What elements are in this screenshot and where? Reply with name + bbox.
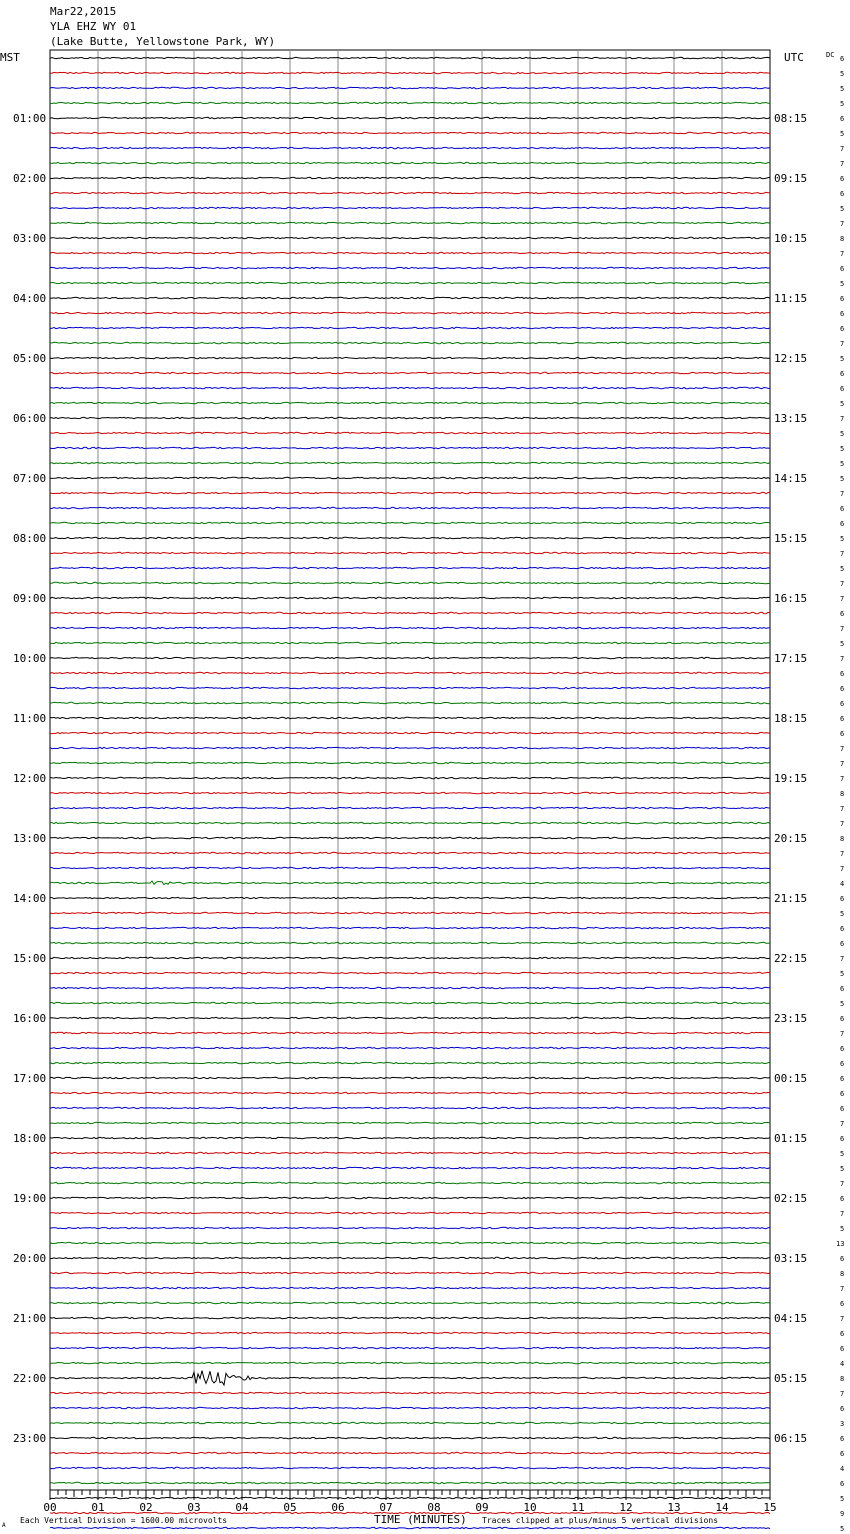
dc-offset-value: 7 <box>840 865 845 873</box>
trace-line <box>50 1422 770 1423</box>
trace-line <box>50 1092 770 1093</box>
dc-offset-value: 7 <box>840 250 845 258</box>
dc-offset-value: 7 <box>840 1210 845 1218</box>
trace-line <box>50 687 770 688</box>
left-hour-label: 18:00 <box>13 1132 47 1145</box>
left-hour-label: 22:00 <box>13 1372 47 1385</box>
trace-line <box>50 402 770 403</box>
dc-offset-value: 6 <box>840 715 845 723</box>
dc-offset-value: 7 <box>840 1030 845 1038</box>
dc-offset-value: 5 <box>840 640 845 648</box>
right-hour-label: 06:15 <box>774 1432 808 1445</box>
x-tick-label: 15 <box>763 1501 777 1514</box>
trace-line <box>50 852 770 853</box>
trace-line <box>50 1242 770 1243</box>
dc-offset-value: 6 <box>840 175 845 183</box>
header-location: (Lake Butte, Yellowstone Park, WY) <box>50 35 276 48</box>
x-tick-label: 03 <box>187 1501 201 1514</box>
dc-offset-value: 5 <box>840 355 845 363</box>
dc-offset-value: 5 <box>840 910 845 918</box>
trace-line <box>50 1047 770 1048</box>
dc-offset-value: 6 <box>840 985 845 993</box>
x-tick-label: 02 <box>139 1501 153 1514</box>
dc-offset-value: 6 <box>840 1045 845 1053</box>
dc-offset-value: 9 <box>840 1510 845 1518</box>
right-hour-label: 15:15 <box>774 532 808 545</box>
trace-line <box>50 642 770 643</box>
trace-line <box>50 867 770 868</box>
left-hour-label: 23:00 <box>13 1432 47 1445</box>
trace-line <box>50 72 770 73</box>
trace-line <box>50 117 770 118</box>
trace-line <box>50 1077 770 1078</box>
right-hour-label: 08:15 <box>774 112 808 125</box>
left-hour-label: 12:00 <box>13 772 47 785</box>
trace-line <box>50 1032 770 1033</box>
x-tick-label: 14 <box>715 1501 729 1514</box>
right-hour-label: 19:15 <box>774 772 808 785</box>
trace-line <box>50 777 770 778</box>
left-hour-label: 17:00 <box>13 1072 47 1085</box>
dc-offset-value: 7 <box>840 145 845 153</box>
x-tick-label: 08 <box>427 1501 441 1514</box>
trace-line <box>50 1167 770 1168</box>
dc-offset-value: 7 <box>840 415 845 423</box>
dc-offset-value: 5 <box>840 970 845 978</box>
right-hour-label: 18:15 <box>774 712 808 725</box>
trace-line <box>50 1002 770 1003</box>
left-hour-label: 15:00 <box>13 952 47 965</box>
trace-line <box>50 1437 770 1438</box>
right-hour-label: 23:15 <box>774 1012 808 1025</box>
dc-offset-value: 3 <box>840 1420 845 1428</box>
trace-line <box>50 552 770 553</box>
scale-note: Each Vertical Division = 1600.00 microvolts <box>20 1516 228 1525</box>
dc-offset-value: 6 <box>840 190 845 198</box>
dc-offset-value: 13 <box>836 1240 845 1248</box>
trace-line <box>50 342 770 343</box>
dc-offset-value: 6 <box>840 265 845 273</box>
dc-offset-value: 6 <box>840 1450 845 1458</box>
x-tick-label: 09 <box>475 1501 489 1514</box>
trace-line <box>50 942 770 943</box>
trace-line <box>50 177 770 178</box>
left-hour-label: 08:00 <box>13 532 47 545</box>
trace-line <box>50 267 770 268</box>
dc-offset-value: 6 <box>840 1135 845 1143</box>
dc-offset-value: 7 <box>840 655 845 663</box>
right-hour-label: 09:15 <box>774 172 808 185</box>
trace-line <box>50 1527 770 1528</box>
header-date: Mar22,2015 <box>50 5 117 18</box>
dc-offset-value: 6 <box>840 1015 845 1023</box>
trace-line <box>50 957 770 958</box>
trace-line <box>50 162 770 163</box>
trace-line <box>50 507 770 508</box>
trace-line <box>50 1122 770 1123</box>
dc-offset-value: 7 <box>840 850 845 858</box>
trace-line <box>50 1137 770 1138</box>
trace-line <box>50 1302 770 1303</box>
trace-line <box>50 1227 770 1228</box>
dc-offset-value: 6 <box>840 1060 845 1068</box>
dc-offset-value: 6 <box>840 310 845 318</box>
trace-line <box>50 327 770 328</box>
right-hour-label: 22:15 <box>774 952 808 965</box>
trace-line <box>50 372 770 373</box>
trace-line <box>50 1392 770 1393</box>
dc-offset-value: 7 <box>840 745 845 753</box>
left-hour-label: 03:00 <box>13 232 47 245</box>
dc-offset-value: 6 <box>840 385 845 393</box>
dc-offset-value: 5 <box>840 130 845 138</box>
left-hour-label: 13:00 <box>13 832 47 845</box>
dc-offset-value: 7 <box>840 595 845 603</box>
dc-offset-value: 6 <box>840 325 845 333</box>
dc-offset-value: 6 <box>840 1300 845 1308</box>
trace-line <box>50 1107 770 1108</box>
trace-line <box>50 1317 770 1318</box>
dc-offset-value: 5 <box>840 445 845 453</box>
trace-line <box>50 132 770 133</box>
x-tick-label: 10 <box>523 1501 537 1514</box>
dc-offset-value: 5 <box>840 400 845 408</box>
left-hour-label: 21:00 <box>13 1312 47 1325</box>
trace-line <box>50 987 770 988</box>
trace-line <box>50 702 770 703</box>
right-timezone-label: UTC <box>784 51 804 64</box>
trace-line <box>50 462 770 463</box>
x-tick-label: 05 <box>283 1501 297 1514</box>
dc-offset-value: 7 <box>840 580 845 588</box>
x-tick-label: 11 <box>571 1501 585 1514</box>
dc-offset-value: 6 <box>840 1255 845 1263</box>
trace-line <box>50 1017 770 1018</box>
left-hour-label: 11:00 <box>13 712 47 725</box>
dc-offset-value: 5 <box>840 1150 845 1158</box>
dc-offset-value: 5 <box>840 535 845 543</box>
trace-line <box>50 1152 770 1153</box>
trace-line <box>50 537 770 538</box>
dc-offset-value: 7 <box>840 1180 845 1188</box>
dc-offset-value: 7 <box>840 340 845 348</box>
left-hour-label: 05:00 <box>13 352 47 365</box>
trace-line <box>50 432 770 433</box>
dc-offset-value: 6 <box>840 55 845 63</box>
right-hour-label: 12:15 <box>774 352 808 365</box>
trace-line <box>50 597 770 598</box>
dc-offset-value: 5 <box>840 1495 845 1503</box>
trace-line <box>50 357 770 358</box>
trace-line <box>50 102 770 103</box>
trace-line <box>50 147 770 148</box>
dc-offset-value: 6 <box>840 670 845 678</box>
trace-line <box>50 881 770 885</box>
trace-line <box>50 237 770 238</box>
dc-offset-value: 7 <box>840 625 845 633</box>
left-hour-label: 16:00 <box>13 1012 47 1025</box>
dc-offset-value: 6 <box>840 700 845 708</box>
trace-line <box>50 1272 770 1273</box>
trace-line <box>50 1362 770 1363</box>
trace-line <box>50 897 770 898</box>
right-hour-label: 14:15 <box>774 472 808 485</box>
x-tick-label: 07 <box>379 1501 393 1514</box>
trace-line <box>50 717 770 718</box>
dc-offset-value: 5 <box>840 205 845 213</box>
trace-line <box>50 417 770 418</box>
dc-offset-value: 6 <box>840 520 845 528</box>
dc-label: DC <box>826 51 835 59</box>
dc-offset-value: 6 <box>840 370 845 378</box>
trace-line <box>50 762 770 763</box>
trace-line <box>50 972 770 973</box>
right-hour-label: 03:15 <box>774 1252 808 1265</box>
trace-line <box>50 447 770 448</box>
trace-line <box>50 657 770 658</box>
dc-offset-value: 6 <box>840 505 845 513</box>
dc-offset-value: 5 <box>840 70 845 78</box>
trace-line <box>50 612 770 613</box>
dc-offset-value: 6 <box>840 295 845 303</box>
dc-offset-value: 5 <box>840 460 845 468</box>
dc-offset-value: 5 <box>840 1000 845 1008</box>
dc-offset-value: 6 <box>840 1105 845 1113</box>
trace-line <box>50 792 770 793</box>
dc-offset-value: 6 <box>840 1075 845 1083</box>
trace-line <box>50 1452 770 1453</box>
left-hour-label: 06:00 <box>13 412 47 425</box>
trace-line <box>50 252 770 253</box>
dc-offset-value: 6 <box>840 940 845 948</box>
x-axis-label: TIME (MINUTES) <box>374 1513 467 1526</box>
trace-line <box>50 312 770 313</box>
x-tick-label: 13 <box>667 1501 681 1514</box>
x-tick-label: 12 <box>619 1501 633 1514</box>
x-tick-label: 04 <box>235 1501 249 1514</box>
dc-offset-value: 8 <box>840 235 845 243</box>
trace-line <box>50 1257 770 1258</box>
dc-offset-value: 5 <box>840 565 845 573</box>
corner-mark: A <box>2 1522 6 1529</box>
right-hour-label: 05:15 <box>774 1372 808 1385</box>
right-hour-label: 11:15 <box>774 292 808 305</box>
dc-offset-value: 7 <box>840 775 845 783</box>
dc-offset-value: 6 <box>840 1195 845 1203</box>
right-hour-label: 00:15 <box>774 1072 808 1085</box>
trace-line <box>50 927 770 928</box>
trace-line <box>50 1482 770 1483</box>
trace-line <box>50 567 770 568</box>
left-hour-label: 19:00 <box>13 1192 47 1205</box>
dc-offset-value: 7 <box>840 1120 845 1128</box>
trace-line <box>50 822 770 823</box>
left-hour-label: 10:00 <box>13 652 47 665</box>
right-hour-label: 02:15 <box>774 1192 808 1205</box>
trace-line <box>50 1212 770 1213</box>
dc-offset-value: 6 <box>840 1435 845 1443</box>
dc-offset-value: 5 <box>840 280 845 288</box>
trace-line <box>50 1062 770 1063</box>
dc-offset-value: 6 <box>840 1330 845 1338</box>
dc-offset-value: 6 <box>840 610 845 618</box>
dc-offset-value: 7 <box>840 760 845 768</box>
trace-line <box>50 297 770 298</box>
trace-line <box>50 807 770 808</box>
left-hour-label: 02:00 <box>13 172 47 185</box>
trace-line <box>50 1371 770 1385</box>
dc-offset-value: 5 <box>840 475 845 483</box>
dc-offset-value: 7 <box>840 490 845 498</box>
dc-offset-value: 6 <box>840 1345 845 1353</box>
dc-offset-value: 4 <box>840 1360 845 1368</box>
trace-line <box>50 732 770 733</box>
trace-line <box>50 837 770 838</box>
right-hour-label: 17:15 <box>774 652 808 665</box>
trace-line <box>50 582 770 583</box>
trace-line <box>50 1467 770 1468</box>
dc-offset-value: 7 <box>840 550 845 558</box>
dc-offset-value: 8 <box>840 1375 845 1383</box>
dc-offset-value: 8 <box>840 790 845 798</box>
dc-offset-value: 7 <box>840 805 845 813</box>
left-hour-label: 04:00 <box>13 292 47 305</box>
header-station: YLA EHZ WY 01 <box>50 20 137 33</box>
dc-offset-value: 8 <box>840 835 845 843</box>
trace-line <box>50 1407 770 1408</box>
dc-offset-value: 5 <box>840 100 845 108</box>
dc-offset-value: 7 <box>840 1390 845 1398</box>
dc-offset-value: 5 <box>840 430 845 438</box>
left-hour-label: 14:00 <box>13 892 47 905</box>
dc-offset-value: 6 <box>840 895 845 903</box>
left-hour-label: 20:00 <box>13 1252 47 1265</box>
trace-line <box>50 1347 770 1348</box>
right-hour-label: 10:15 <box>774 232 808 245</box>
left-hour-label: 01:00 <box>13 112 47 125</box>
dc-offset-value: 6 <box>840 685 845 693</box>
dc-offset-value: 8 <box>840 1270 845 1278</box>
right-hour-label: 04:15 <box>774 1312 808 1325</box>
trace-line <box>50 207 770 208</box>
left-hour-label: 07:00 <box>13 472 47 485</box>
dc-offset-value: 5 <box>840 1225 845 1233</box>
clip-note: Traces clipped at plus/minus 5 vertical divisions <box>482 1516 719 1525</box>
trace-line <box>50 1332 770 1333</box>
trace-line <box>50 1287 770 1288</box>
trace-group <box>50 57 770 1534</box>
dc-offset-value: 6 <box>840 730 845 738</box>
trace-line <box>50 1497 770 1498</box>
trace-line <box>50 87 770 88</box>
dc-offset-value: 7 <box>840 1315 845 1323</box>
trace-line <box>50 747 770 748</box>
trace-line <box>50 192 770 193</box>
dc-offset-value: 5 <box>840 1165 845 1173</box>
left-hour-label: 09:00 <box>13 592 47 605</box>
trace-line <box>50 912 770 913</box>
dc-offset-value: 4 <box>840 880 845 888</box>
x-tick-label: 06 <box>331 1501 345 1514</box>
dc-offset-value: 7 <box>840 220 845 228</box>
right-hour-label: 01:15 <box>774 1132 808 1145</box>
trace-line <box>50 1197 770 1198</box>
left-timezone-label: MST <box>0 51 20 64</box>
dc-offset-value: 6 <box>840 115 845 123</box>
dc-offset-value: 7 <box>840 820 845 828</box>
dc-offset-value: 7 <box>840 1285 845 1293</box>
right-hour-label: 21:15 <box>774 892 808 905</box>
dc-offset-value: 6 <box>840 925 845 933</box>
trace-line <box>50 1182 770 1183</box>
right-hour-label: 16:15 <box>774 592 808 605</box>
dc-offset-value: 4 <box>840 1465 845 1473</box>
trace-line <box>50 627 770 628</box>
trace-line <box>50 222 770 223</box>
dc-offset-value: 5 <box>840 1525 845 1533</box>
dc-offset-value: 6 <box>840 1405 845 1413</box>
trace-line <box>50 477 770 478</box>
dc-offset-value: 6 <box>840 1090 845 1098</box>
trace-line <box>50 522 770 523</box>
x-tick-label: 01 <box>91 1501 105 1514</box>
trace-line <box>50 672 770 673</box>
trace-line <box>50 57 770 58</box>
trace-line <box>50 387 770 388</box>
right-hour-label: 13:15 <box>774 412 808 425</box>
dc-offset-value: 7 <box>840 955 845 963</box>
right-hour-label: 20:15 <box>774 832 808 845</box>
trace-line <box>50 282 770 283</box>
x-tick-label: 00 <box>43 1501 57 1514</box>
dc-offset-value: 5 <box>840 85 845 93</box>
dc-offset-value: 7 <box>840 160 845 168</box>
dc-offset-value: 6 <box>840 1480 845 1488</box>
trace-line <box>50 492 770 493</box>
